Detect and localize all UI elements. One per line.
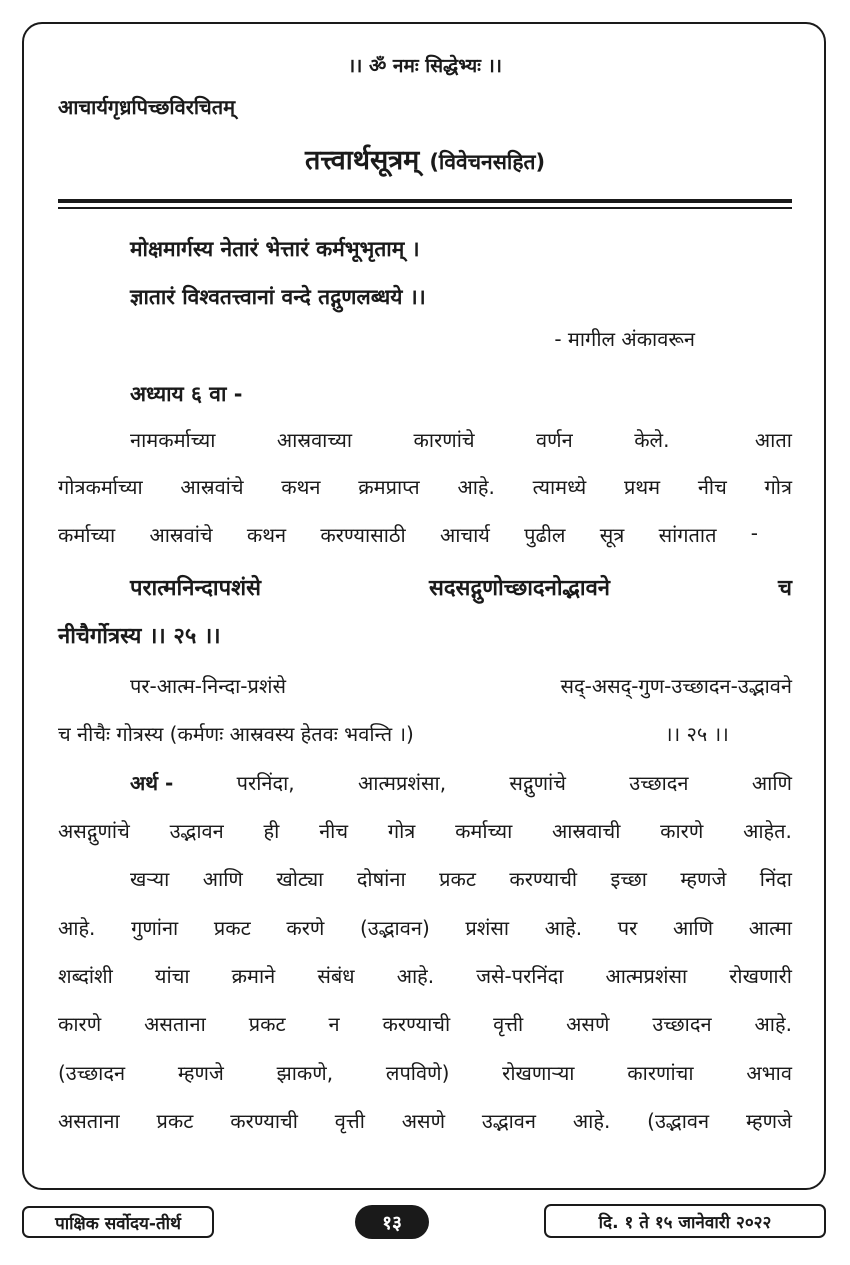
explanation-line-4: [58, 1010, 792, 1037]
word: प्रकट: [439, 867, 476, 891]
word: यांचा: [154, 964, 190, 988]
word: -: [750, 521, 758, 545]
word: शब्दांशी: [58, 964, 113, 988]
intro-line-1: [130, 426, 792, 453]
explanation-line-2: [58, 914, 792, 941]
word: झाकणे,: [276, 1061, 334, 1085]
word: करण्याची: [382, 1012, 451, 1036]
word: आणि: [202, 867, 243, 891]
word: नामकर्माच्या: [130, 428, 216, 452]
word: गोत्र: [764, 475, 792, 499]
word: कथन: [246, 523, 287, 547]
word: च: [778, 576, 792, 601]
title-divider-thick: [58, 199, 792, 203]
word: असणे: [566, 1012, 610, 1036]
word: आचार्य: [439, 523, 490, 547]
word: नीच: [697, 475, 727, 499]
word: म्हणजे: [745, 1109, 792, 1133]
word: कारणे: [660, 819, 704, 843]
title-row: [0, 140, 850, 177]
word: क्रमप्राप्त: [358, 475, 420, 499]
word: पुढील: [524, 523, 566, 547]
word: कथन: [281, 475, 321, 499]
verse-line-2: ज्ञातारं विश्वतत्त्वानां वन्दे तद्गुणलब्धये ।।: [130, 285, 426, 309]
explanation-line-5: [58, 1059, 792, 1086]
author-line: आचार्यगृध्रपिच्छविरचितम्: [58, 95, 236, 119]
meaning-line-1: [130, 769, 792, 796]
meaning-label: अर्थ -: [130, 771, 174, 795]
verse-attribution: - मागील अंकावरून: [554, 327, 695, 351]
word: संबंध: [317, 964, 355, 988]
word: कर्माच्या: [455, 819, 513, 843]
word: उच्छादन: [629, 771, 689, 795]
word: इच्छा: [610, 867, 647, 891]
intro-line-3: [58, 521, 758, 548]
word: कारणांचे: [413, 428, 475, 452]
word: आत्मा: [748, 916, 792, 940]
word: केले.: [634, 428, 670, 452]
word: आहे.: [396, 964, 435, 988]
word: प्रकट: [248, 1012, 286, 1036]
word: उच्छादन: [652, 1012, 712, 1036]
word: पर: [617, 916, 638, 940]
word: क्रमाने: [231, 964, 276, 988]
sutra-line-1: [130, 572, 792, 602]
word: खऱ्या: [130, 867, 170, 891]
word: गोत्र: [387, 819, 416, 843]
verse-line-1: मोक्षमार्गस्य नेतारं भेत्तारं कर्मभूभृताम् ।: [130, 237, 420, 261]
word: खोट्या: [276, 867, 324, 891]
word: प्रशंसा: [465, 916, 510, 940]
padaccheda-line-2: च नीचैः गोत्रस्य (कर्मणः आस्रवस्य हेतवः भवन्ति ।): [58, 722, 414, 746]
word: आस्रवांचे: [149, 523, 213, 547]
word: प्रकट: [156, 1109, 194, 1133]
word: कर्माच्या: [58, 523, 116, 547]
word: उद्भावन: [169, 819, 224, 843]
word: म्हणजे: [177, 1061, 224, 1085]
word: पर-आत्म-निन्दा-प्रशंसे: [130, 674, 286, 698]
word: प्रकट: [213, 916, 251, 940]
word: आहे.: [754, 1012, 792, 1036]
title-divider-thin: [58, 207, 792, 209]
word: वृत्ती: [334, 1109, 365, 1133]
sutra-line-2: नीचैर्गोत्रस्य ।। २५ ।।: [58, 624, 221, 649]
explanation-line-6: [58, 1107, 792, 1134]
intro-line-2: [58, 473, 792, 500]
word: निंदा: [759, 867, 792, 891]
word: करणे: [286, 916, 325, 940]
explanation-line-1: [130, 865, 792, 892]
word: आहे.: [58, 916, 96, 940]
word: दोषांना: [356, 867, 406, 891]
word: आहे.: [572, 1109, 611, 1133]
word: असद्गुणांचे: [58, 819, 130, 843]
word: करण्याची: [230, 1109, 298, 1133]
word: आस्रवाची: [552, 819, 621, 843]
word: आत्मप्रशंसा: [605, 964, 688, 988]
word: सदसद्गुणोच्छादनोद्भावने: [428, 576, 611, 601]
meaning-line-2: [58, 817, 792, 844]
word: सूत्र: [599, 523, 625, 547]
word: लपविणे): [385, 1061, 450, 1085]
padaccheda-line-1: [130, 672, 792, 699]
word: आणि: [672, 916, 714, 940]
word: परात्मनिन्दापशंसे: [130, 576, 261, 601]
word: रोखणारी: [729, 964, 792, 988]
word: आस्रवांचे: [180, 475, 244, 499]
page-subtitle: (विवेचनसहित): [429, 150, 546, 174]
word: वृत्ती: [493, 1012, 524, 1036]
word: आहेत.: [743, 819, 792, 843]
word: उद्भावन: [481, 1109, 537, 1133]
word: सद्गुणांचे: [509, 771, 566, 795]
word: आहे.: [457, 475, 495, 499]
word: त्यामध्ये: [532, 475, 587, 499]
word: (उद्भावन: [647, 1109, 710, 1133]
word: जसे-परनिंदा: [476, 964, 564, 988]
word: असणे: [401, 1109, 446, 1133]
word: आहे.: [544, 916, 583, 940]
word: अभाव: [746, 1061, 792, 1085]
page-number: १३: [355, 1205, 429, 1239]
word: ही: [263, 819, 280, 843]
word: म्हणजे: [680, 867, 727, 891]
word: आत्मप्रशंसा,: [358, 771, 447, 795]
word: सांगतात: [658, 523, 717, 547]
footer-publication: पाक्षिक सर्वोदय-तीर्थ: [22, 1206, 214, 1238]
word: कारणांचा: [627, 1061, 694, 1085]
word: परनिंदा,: [236, 771, 295, 795]
sutra-number: ।। २५ ।।: [665, 722, 729, 746]
word: आता: [754, 428, 792, 452]
word: करण्याची: [509, 867, 578, 891]
footer-date: दि. १ ते १५ जानेवारी २०२२: [544, 1204, 826, 1238]
word: रोखणाऱ्या: [502, 1061, 575, 1085]
word: (उच्छादन: [58, 1061, 126, 1085]
word: कारणे: [58, 1012, 102, 1036]
word: असताना: [144, 1012, 206, 1036]
word: न: [328, 1012, 340, 1036]
word: गोत्रकर्माच्या: [58, 475, 143, 499]
word: आणि: [751, 771, 792, 795]
explanation-line-3: [58, 962, 792, 989]
word: नीच: [319, 819, 349, 843]
word: करण्यासाठी: [320, 523, 406, 547]
chapter-heading: अध्याय ६ वा -: [130, 382, 243, 406]
invocation: ।। ॐ नमः सिद्धेभ्यः ।।: [347, 55, 503, 77]
word: (उद्भावन): [360, 916, 430, 940]
word: वर्णन: [536, 428, 573, 452]
word: गुणांना: [131, 916, 179, 940]
word: असताना: [58, 1109, 120, 1133]
page-title: तत्त्वार्थसूत्रम्: [304, 145, 420, 176]
word: आस्रवाच्या: [276, 428, 353, 452]
word: सद्-असद्-गुण-उच्छादन-उद्भावने: [560, 674, 792, 698]
word: प्रथम: [623, 475, 661, 499]
